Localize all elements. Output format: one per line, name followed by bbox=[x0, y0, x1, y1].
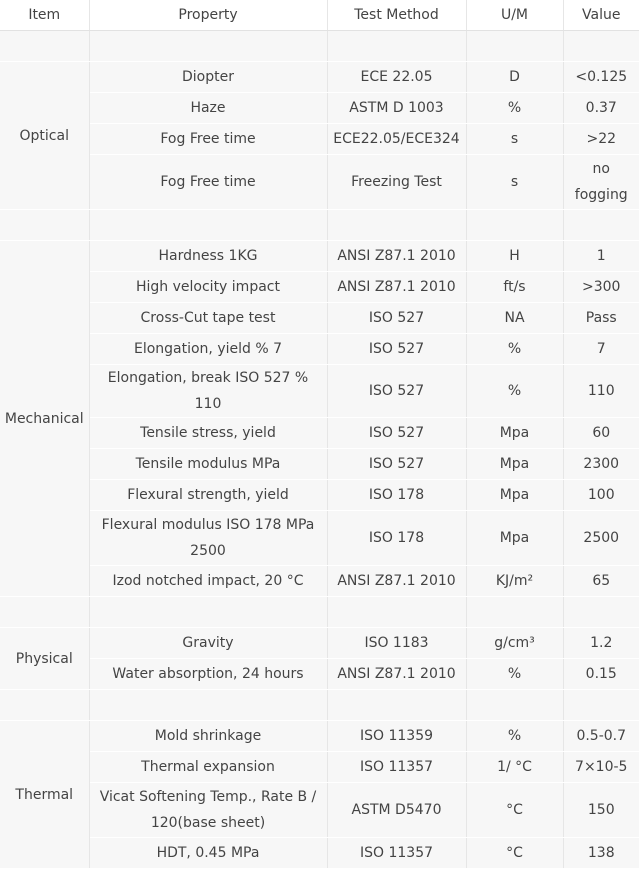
table-row bbox=[0, 124, 639, 155]
um-cell: 1/ °C bbox=[466, 752, 563, 783]
test-method-cell: ISO 1183 bbox=[327, 628, 466, 659]
property-cell: Haze bbox=[89, 93, 327, 124]
property-cell: Flexural strength, yield bbox=[89, 480, 327, 511]
um-cell: % bbox=[466, 334, 563, 365]
spacer-cell bbox=[89, 31, 327, 62]
um-cell: NA bbox=[466, 303, 563, 334]
um-cell: Mpa bbox=[466, 449, 563, 480]
property-cell: High velocity impact bbox=[89, 272, 327, 303]
table-row bbox=[0, 752, 639, 783]
um-cell: H bbox=[466, 241, 563, 272]
value-cell: 1 bbox=[563, 241, 639, 272]
test-method-cell: ISO 11359 bbox=[327, 721, 466, 752]
um-cell: Mpa bbox=[466, 511, 563, 566]
table-row bbox=[0, 628, 639, 659]
value-cell: 0.15 bbox=[563, 659, 639, 690]
spacer-cell bbox=[327, 210, 466, 241]
property-cell: Flexural modulus ISO 178 MPa 2500 bbox=[89, 511, 327, 566]
um-cell: D bbox=[466, 62, 563, 93]
test-method-cell: Freezing Test bbox=[327, 155, 466, 210]
header-row bbox=[0, 0, 639, 31]
value-cell: 7 bbox=[563, 334, 639, 365]
value-cell: <0.125 bbox=[563, 62, 639, 93]
spacer-row bbox=[0, 690, 639, 721]
header-item: Item bbox=[0, 0, 89, 31]
table-row bbox=[0, 155, 639, 210]
table-row bbox=[0, 62, 639, 93]
header-um: U/M bbox=[466, 0, 563, 31]
value-cell: Pass bbox=[563, 303, 639, 334]
value-cell: no fogging bbox=[563, 155, 639, 210]
test-method-cell: ISO 178 bbox=[327, 511, 466, 566]
spacer-cell bbox=[89, 210, 327, 241]
spacer-cell bbox=[466, 31, 563, 62]
spacer-cell bbox=[0, 31, 89, 62]
header-value: Value bbox=[563, 0, 639, 31]
property-cell: Diopter bbox=[89, 62, 327, 93]
property-cell: Cross-Cut tape test bbox=[89, 303, 327, 334]
table-row bbox=[0, 365, 639, 418]
table-row bbox=[0, 838, 639, 869]
spacer-row bbox=[0, 597, 639, 628]
property-cell: Tensile stress, yield bbox=[89, 418, 327, 449]
table-row bbox=[0, 480, 639, 511]
um-cell: °C bbox=[466, 783, 563, 838]
value-cell: 60 bbox=[563, 418, 639, 449]
table-row bbox=[0, 334, 639, 365]
table-row bbox=[0, 659, 639, 690]
table-row bbox=[0, 511, 639, 566]
header-property: Property bbox=[89, 0, 327, 31]
um-cell: Mpa bbox=[466, 480, 563, 511]
spacer-cell bbox=[327, 31, 466, 62]
value-cell: 7×10-5 bbox=[563, 752, 639, 783]
value-cell: 2300 bbox=[563, 449, 639, 480]
table-row bbox=[0, 93, 639, 124]
test-method-cell: ISO 527 bbox=[327, 449, 466, 480]
test-method-cell: ANSI Z87.1 2010 bbox=[327, 659, 466, 690]
um-cell: % bbox=[466, 721, 563, 752]
spacer-cell bbox=[89, 597, 327, 628]
group-item-cell: Optical bbox=[0, 62, 89, 210]
test-method-cell: ANSI Z87.1 2010 bbox=[327, 241, 466, 272]
property-cell: Fog Free time bbox=[89, 124, 327, 155]
spacer-cell bbox=[563, 31, 639, 62]
spacer-cell bbox=[563, 690, 639, 721]
value-cell: 1.2 bbox=[563, 628, 639, 659]
test-method-cell: ISO 11357 bbox=[327, 838, 466, 869]
test-method-cell: ISO 527 bbox=[327, 334, 466, 365]
spacer-cell bbox=[466, 690, 563, 721]
spacer-cell bbox=[0, 597, 89, 628]
spacer-row bbox=[0, 210, 639, 241]
value-cell: >300 bbox=[563, 272, 639, 303]
test-method-cell: ISO 527 bbox=[327, 418, 466, 449]
test-method-cell: ISO 11357 bbox=[327, 752, 466, 783]
property-cell: Mold shrinkage bbox=[89, 721, 327, 752]
property-cell: Water absorption, 24 hours bbox=[89, 659, 327, 690]
um-cell: s bbox=[466, 155, 563, 210]
spacer-cell bbox=[89, 690, 327, 721]
table-row bbox=[0, 449, 639, 480]
test-method-cell: ASTM D5470 bbox=[327, 783, 466, 838]
property-cell: Tensile modulus MPa bbox=[89, 449, 327, 480]
table-row bbox=[0, 241, 639, 272]
group-item-cell: Physical bbox=[0, 628, 89, 690]
test-method-cell: ISO 527 bbox=[327, 365, 466, 418]
header-test-method: Test Method bbox=[327, 0, 466, 31]
um-cell: s bbox=[466, 124, 563, 155]
value-cell: 2500 bbox=[563, 511, 639, 566]
table-row bbox=[0, 418, 639, 449]
table-row bbox=[0, 721, 639, 752]
property-cell: Thermal expansion bbox=[89, 752, 327, 783]
property-cell: Fog Free time bbox=[89, 155, 327, 210]
property-cell: Elongation, yield % 7 bbox=[89, 334, 327, 365]
spacer-cell bbox=[0, 210, 89, 241]
um-cell: °C bbox=[466, 838, 563, 869]
spacer-row bbox=[0, 31, 639, 62]
property-cell: HDT, 0.45 MPa bbox=[89, 838, 327, 869]
property-cell: Gravity bbox=[89, 628, 327, 659]
test-method-cell: ASTM D 1003 bbox=[327, 93, 466, 124]
value-cell: 138 bbox=[563, 838, 639, 869]
value-cell: >22 bbox=[563, 124, 639, 155]
um-cell: % bbox=[466, 93, 563, 124]
property-cell: Izod notched impact, 20 °C bbox=[89, 566, 327, 597]
table-row bbox=[0, 272, 639, 303]
table-row bbox=[0, 303, 639, 334]
spacer-cell bbox=[327, 597, 466, 628]
spacer-cell bbox=[466, 597, 563, 628]
value-cell: 65 bbox=[563, 566, 639, 597]
value-cell: 0.5-0.7 bbox=[563, 721, 639, 752]
value-cell: 100 bbox=[563, 480, 639, 511]
value-cell: 0.37 bbox=[563, 93, 639, 124]
spacer-cell bbox=[466, 210, 563, 241]
property-cell: Elongation, break ISO 527 % 110 bbox=[89, 365, 327, 418]
table-row bbox=[0, 783, 639, 838]
test-method-cell: ANSI Z87.1 2010 bbox=[327, 272, 466, 303]
um-cell: g/cm³ bbox=[466, 628, 563, 659]
um-cell: % bbox=[466, 365, 563, 418]
um-cell: KJ/m² bbox=[466, 566, 563, 597]
test-method-cell: ISO 527 bbox=[327, 303, 466, 334]
test-method-cell: ISO 178 bbox=[327, 480, 466, 511]
um-cell: Mpa bbox=[466, 418, 563, 449]
test-method-cell: ECE22.05/ECE324 bbox=[327, 124, 466, 155]
test-method-cell: ANSI Z87.1 2010 bbox=[327, 566, 466, 597]
spacer-cell bbox=[563, 210, 639, 241]
um-cell: ft/s bbox=[466, 272, 563, 303]
value-cell: 110 bbox=[563, 365, 639, 418]
um-cell: % bbox=[466, 659, 563, 690]
value-cell: 150 bbox=[563, 783, 639, 838]
group-item-cell: Mechanical bbox=[0, 241, 89, 597]
spacer-cell bbox=[327, 690, 466, 721]
property-cell: Hardness 1KG bbox=[89, 241, 327, 272]
group-item-cell: Thermal bbox=[0, 721, 89, 869]
spacer-cell bbox=[0, 690, 89, 721]
test-method-cell: ECE 22.05 bbox=[327, 62, 466, 93]
spacer-cell bbox=[563, 597, 639, 628]
table-row bbox=[0, 566, 639, 597]
property-cell: Vicat Softening Temp., Rate B / 120(base sheet) bbox=[89, 783, 327, 838]
